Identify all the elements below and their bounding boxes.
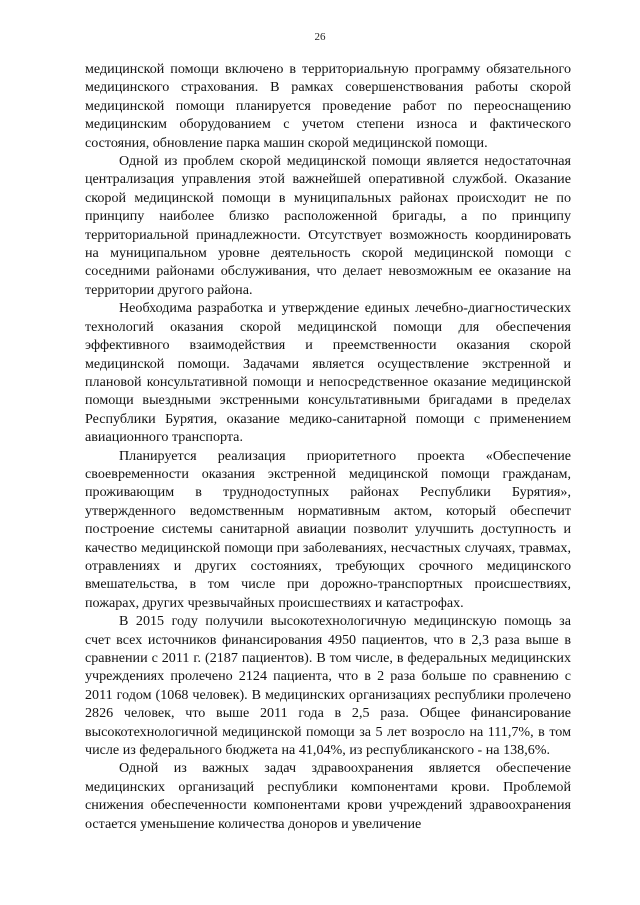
paragraph-blood-components: Одной из важных задач здравоохранения является обеспечение медицинских организаций республики компонентами крови. Проблемой снижения обеспеченности компонентами крови учреждений здравоохранения остается уменьшение количества доноров и увеличение [85,760,571,832]
paragraph-high-tech-care: В 2015 году получили высокотехнологичную медицинскую помощь за счет всех источников финансирования 4950 пациентов, что в 2,3 раза выше в сравнении с 2011 г. (2187 пациентов). В том числе, в федеральных медицинских учреждениях пролечено 2124 пациента, что в 2 раза больше по сравнению с 2011 годом (1068 человек). В медицинских организациях республики пролечено 2826 человек, что выше 2011 года в 2,5 раза. Общее финансирование высокотехнологичной медицинской помощи за 5 лет возросло на 111,7%, в том числе из федерального бюджета на 41,04%, из республиканского - на 138,6%. [85,613,571,759]
paragraph-technologies: Необходима разработка и утверждение единых лечебно-диагностических технологий оказания скорой медицинской помощи для обеспечения эффективного взаимодействия и преемственности оказания скорой медицинской помощи. Задачами является осуществление экстренной и плановой консультативной помощи и непосредственное оказание медицинской помощи выездными экстренными консультативными бригадами в пределах Республики Бурятия, оказание медико-санитарной помощи с применением авиационного транспорта. [85,300,571,446]
page-number: 26 [314,31,326,43]
paragraph-centralization: Одной из проблем скорой медицинской помощи является недостаточная централизация управления этой важнейшей оперативной службой. Оказание скорой медицинской помощи в муниципальных районах происходит не по принципу наиболее близко расположенной бригады, а по принципу территориальной принадлежности. Отсутствует возможность координировать на муниципальном уровне деятельность скорой медицинской помощи с соседними районами обслуживания, что делает невозможным ее оказание на территории другого района. [85,153,571,298]
paragraph-air-ambulance: Планируется реализация приоритетного проекта «Обеспечение своевременности оказания экстренной медицинской помощи гражданам, проживающим в труднодоступных районах Республики Бурятия», утвержденного ведомственным нормативным актом, который обеспечит построение системы санитарной авиации позволит улучшить доступность и качество медицинской помощи при заболеваниях, несчастных случаях, травмах, отравлениях и других состояниях, требующих срочного медицинского вмешательства, в том числе при дорожно-транспортных происшествиях, пожарах, других чрезвычайных происшествиях и катастрофах. [85,447,571,611]
paragraph-continuation: медицинской помощи включено в территориальную программу обязательного медицинского страхования. В рамках совершенствования работы скорой медицинской помощи планируется проведение работ по переоснащению медицинским оборудованием с учетом степени износа и фактического состояния, обновление парка машин скорой медицинской помощи. [85,61,571,151]
document-body [85,60,571,833]
